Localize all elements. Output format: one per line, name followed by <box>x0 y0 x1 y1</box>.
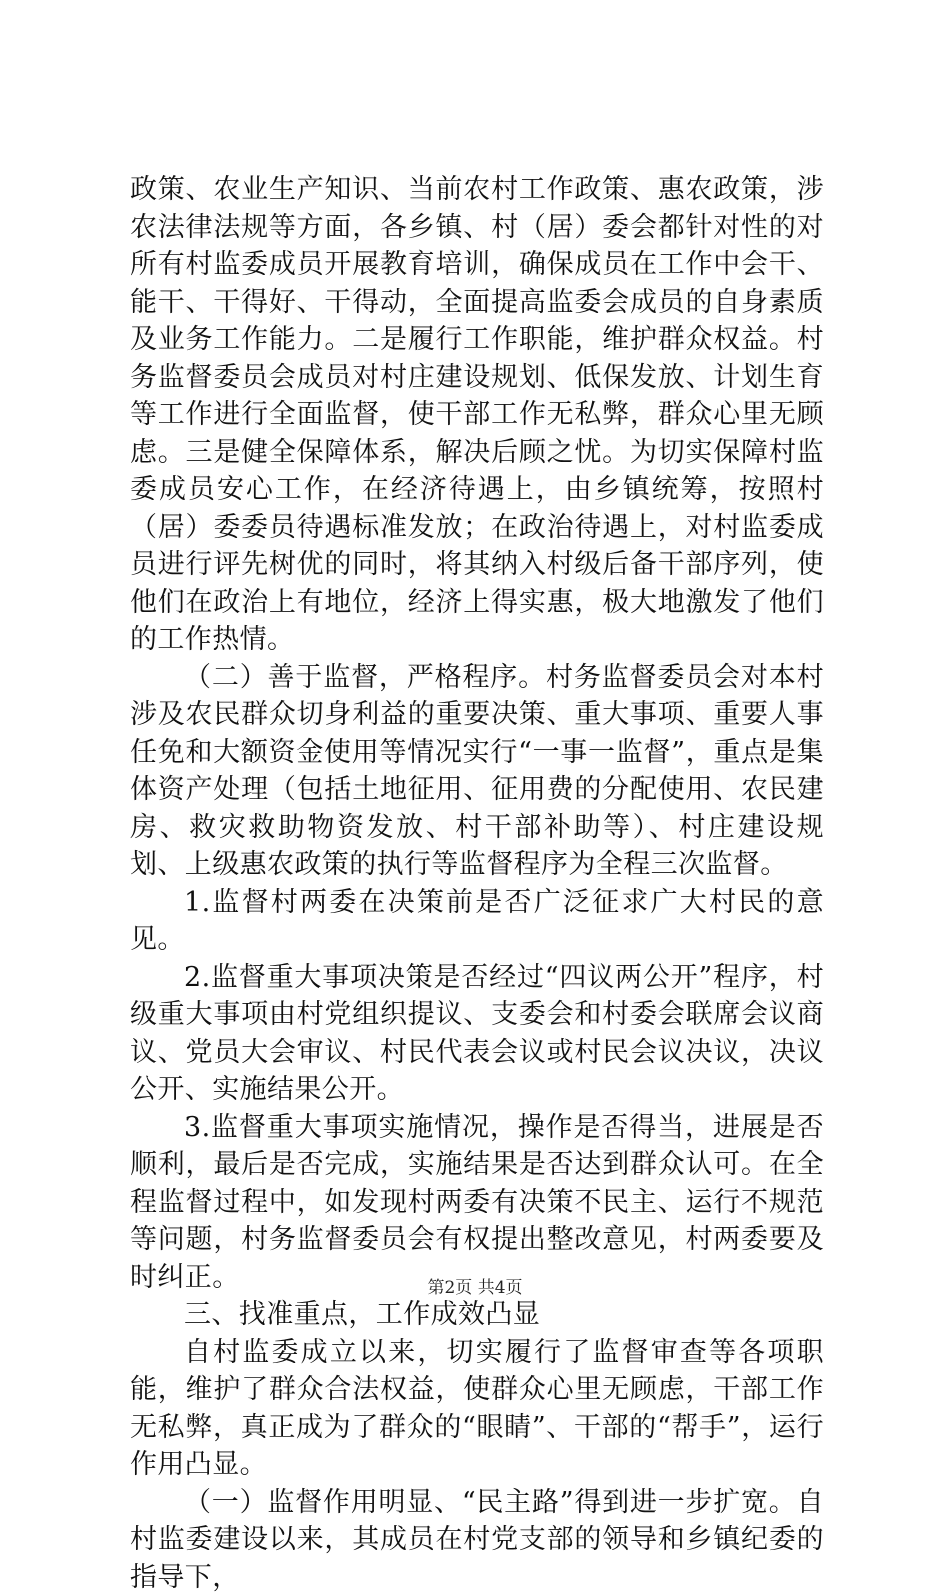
paragraph-section-3-intro: 自村监委成立以来，切实履行了监督审查等各项职能，维护了群众合法权益，使群众心里无顾虑，干部工作无私弊，真正成为了群众的“眼睛”、干部的“帮手”，运行作用凸显。 <box>130 1334 824 1484</box>
page-number-footer: 第2页 共4页 <box>0 1273 950 1298</box>
paragraph-section-2: （二）善于监督，严格程序。村务监督委员会对本村涉及农民群众切身利益的重要决策、重大事项、重要人事任免和大额资金使用等情况实行“一事一监督”，重点是集体资产处理（包括土地征用、征用费的分配使用、农民建房、救灾救助物资发放、村干部补助等）、村庄建设规划、上级惠农政策的执行等监督程序为全程三次监督。 <box>130 659 824 884</box>
paragraph-continuation: 政策、农业生产知识、当前农村工作政策、惠农政策，涉农法律法规等方面，各乡镇、村（居）委会都针对性的对所有村监委成员开展教育培训，确保成员在工作中会干、能干、干得好、干得动，全面提高监委会成员的自身素质及业务工作能力。二是履行工作职能，维护群众权益。村务监督委员会成员对村庄建设规划、低保发放、计划生育等工作进行全面监督，使干部工作无私弊，群众心里无顾虑。三是健全保障体系，解决后顾之忧。为切实保障村监委成员安心工作，在经济待遇上，由乡镇统筹，按照村（居）委委员待遇标准发放；在政治待遇上，对村监委成员进行评先树优的同时，将其纳入村级后备干部序列，使他们在政治上有地位，经济上得实惠，极大地激发了他们的工作热情。 <box>130 171 824 659</box>
paragraph-subsection-1: （一）监督作用明显、“民主路”得到进一步扩宽。自村监委建设以来，其成员在村党支部的领导和乡镇纪委的指导下， <box>130 1484 824 1596</box>
document-body <box>130 171 824 1596</box>
paragraph-item-2: 2.监督重大事项决策是否经过“四议两公开”程序，村级重大事项由村党组织提议、支委会和村委会联席会议商议、党员大会审议、村民代表会议或村民会议决议，决议公开、实施结果公开。 <box>130 959 824 1109</box>
paragraph-item-3: 3.监督重大事项实施情况，操作是否得当，进展是否顺利，最后是否完成，实施结果是否达到群众认可。在全程监督过程中，如发现村两委有决策不民主、运行不规范等问题，村务监督委员会有权提出整改意见，村两委要及时纠正。 <box>130 1109 824 1297</box>
section-heading-3: 三、找准重点，工作成效凸显 <box>130 1296 824 1334</box>
paragraph-item-1: 1.监督村两委在决策前是否广泛征求广大村民的意见。 <box>130 884 824 959</box>
